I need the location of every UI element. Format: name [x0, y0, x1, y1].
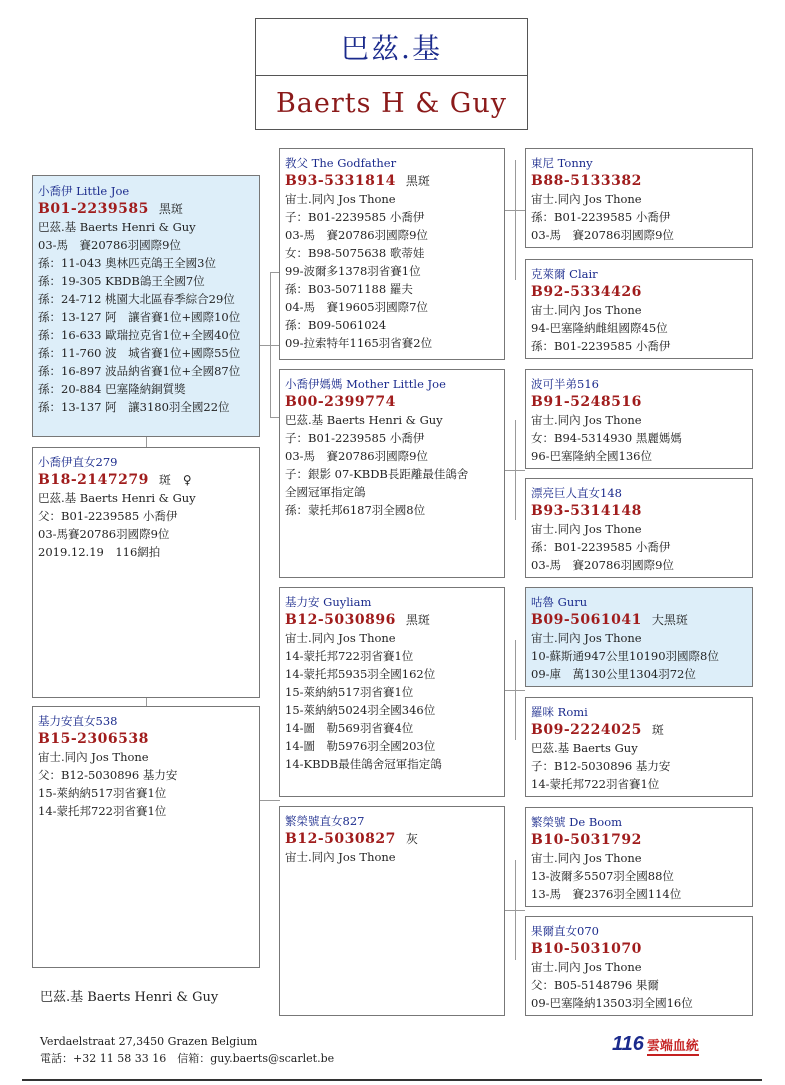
pigeon-color: 黑斑 — [405, 174, 430, 188]
info-line: 10-蘇斯通947公里10190羽國際8位 — [531, 649, 719, 663]
info-line: 13-波爾多5507羽全國88位 — [531, 869, 674, 883]
info-line: 孫：B09-5061024 — [285, 318, 387, 332]
pedigree-card-sibling2 — [32, 706, 260, 968]
info-line: 09-庫 萬130公里1304羽72位 — [531, 667, 696, 681]
info-line: 孫：11-760 波 城省賽1位+國際55位 — [38, 346, 241, 360]
info-line: 全國冠軍指定鴿 — [285, 485, 366, 499]
info-line: 09-巴塞隆納13503羽全國16位 — [531, 996, 693, 1010]
connector — [515, 420, 516, 520]
info-line: 03-馬 賽20786羽國際9位 — [531, 558, 674, 572]
pedigree-card-granddam-4 — [525, 916, 753, 1016]
title-box — [255, 18, 528, 130]
ring-number: B12-5030896 — [285, 612, 396, 628]
footer-divider — [22, 1079, 762, 1081]
logo-text: 雲端血統 — [647, 1035, 699, 1056]
pigeon-name: 小喬伊 Little Joe — [38, 184, 130, 198]
info-line: 宙士.同內 Jos Thone — [531, 851, 642, 865]
ring-number: B93-5331814 — [285, 173, 396, 189]
info-line: 女：B94-5314930 黑麗媽媽 — [531, 431, 682, 445]
connector — [270, 272, 271, 417]
info-line: 宙士.同內 Jos Thone — [531, 413, 642, 427]
pigeon-name: 東尼 Tonny — [531, 156, 593, 170]
pigeon-name: 基力安直女538 — [38, 714, 118, 728]
owner-signature: 巴茲.基 Baerts Henri & Guy — [40, 990, 219, 1005]
pigeon-color: 大黑斑 — [651, 613, 688, 627]
ring-number: B18-2147279 — [38, 472, 149, 488]
pigeon-name: 基力安 Guyliam — [285, 595, 372, 609]
pedigree-card-sibling1 — [32, 447, 260, 698]
info-line: 父：B01-2239585 小喬伊 — [38, 509, 178, 523]
pedigree-card-grandsire-2 — [525, 369, 753, 469]
pigeon-name: 果爾直女070 — [531, 924, 599, 938]
info-line: 孫：蒙托邦6187羽全國8位 — [285, 503, 426, 517]
title-english: Baerts H & Guy — [275, 88, 508, 119]
info-line: 宙士.同內 Jos Thone — [285, 192, 396, 206]
info-line: 03-馬 賽20786羽國際9位 — [38, 238, 181, 252]
ring-number: B15-2306538 — [38, 731, 149, 747]
info-line: 孫：19-305 KBDB鴿王全國7位 — [38, 274, 205, 288]
info-line: 孫：16-897 波品納省賽1位+全國87位 — [38, 364, 241, 378]
info-line: 孫：B03-5071188 羅夫 — [285, 282, 413, 296]
brand-logo — [612, 1033, 699, 1056]
ring-number: B09-2224025 — [531, 722, 642, 738]
info-line: 04-馬 賽19605羽國際7位 — [285, 300, 428, 314]
info-line: 14-蒙托邦5935羽全國162位 — [285, 667, 436, 681]
ring-number: B09-5061041 — [531, 612, 642, 628]
pedigree-card-granddam-3 — [525, 697, 753, 797]
pedigree-card-grandsire-4 — [525, 807, 753, 907]
info-line: 宙士.同內 Jos Thone — [531, 303, 642, 317]
info-line: 女：B98-5075638 歌蒂娃 — [285, 246, 425, 260]
pigeon-name: 咕魯 Guru — [531, 595, 588, 609]
pedigree-card-sibling-dam — [279, 806, 505, 1016]
pigeon-name: 小喬伊媽媽 Mother Little Joe — [285, 377, 446, 391]
info-line: 子：銀影 07-KBDB長距離最佳鴿舍 — [285, 467, 469, 481]
ring-number: B01-2239585 — [38, 201, 149, 217]
info-line: 孫：B01-2239585 小喬伊 — [531, 339, 671, 353]
ring-number: B12-5030827 — [285, 831, 396, 847]
connector — [146, 437, 147, 447]
info-line: 孫：11-043 奧林匹克鴿王全國3位 — [38, 256, 216, 270]
pigeon-name: 繁榮號 De Boom — [531, 815, 623, 829]
info-line: 15-萊納納517羽省賽1位 — [285, 685, 414, 699]
info-line: 03-馬 賽20786羽國際9位 — [285, 449, 428, 463]
info-line: 孫：13-127 阿 讓省賽1位+國際10位 — [38, 310, 241, 324]
pigeon-name: 教父 The Godfather — [285, 156, 397, 170]
info-line: 孫：B01-2239585 小喬伊 — [531, 210, 671, 224]
pedigree-card-sibling-sire — [279, 587, 505, 797]
info-line: 14-蒙托邦722羽省賽1位 — [38, 804, 167, 818]
pigeon-name: 小喬伊直女279 — [38, 455, 118, 469]
connector — [146, 698, 147, 706]
info-line: 孫：B01-2239585 小喬伊 — [531, 540, 671, 554]
pigeon-color: 黑斑 — [405, 613, 430, 627]
pigeon-color: 斑 — [651, 723, 664, 737]
pigeon-name: 漂亮巨人直女148 — [531, 486, 622, 500]
info-line: 14-蒙托邦722羽省賽1位 — [531, 777, 660, 791]
info-line: 孫：16-633 歐瑞拉克省1位+全國40位 — [38, 328, 241, 342]
pigeon-color: 灰 — [405, 832, 418, 846]
info-line: 03-馬 賽20786羽國際9位 — [285, 228, 428, 242]
pigeon-color: 黑斑 — [158, 202, 183, 216]
info-line: 宙士.同內 Jos Thone — [531, 960, 642, 974]
ring-number: B88-5133382 — [531, 173, 642, 189]
info-line: 巴茲.基 Baerts Henri & Guy — [38, 491, 196, 505]
connector — [515, 860, 516, 960]
pigeon-name: 波可半弟516 — [531, 377, 599, 391]
connector — [515, 160, 516, 280]
info-line: 宙士.同內 Jos Thone — [38, 750, 149, 764]
pigeon-name: 克萊爾 Clair — [531, 267, 598, 281]
ring-number: B91-5248516 — [531, 394, 642, 410]
info-line: 孫：20-884 巴塞隆納銅質獎 — [38, 382, 186, 396]
ring-number: B10-5031070 — [531, 941, 642, 957]
contact-info: 電話：+32 11 58 33 16 信箱：guy.baerts@scarlet.be — [40, 1052, 335, 1065]
info-line: 13-馬 賽2376羽全國114位 — [531, 887, 682, 901]
info-line: 03-馬 賽20786羽國際9位 — [531, 228, 674, 242]
info-line: 父：B05-5148796 果爾 — [531, 978, 659, 992]
ring-number: B93-5314148 — [531, 503, 642, 519]
info-line: 巴茲.基 Baerts Henri & Guy — [38, 220, 196, 234]
info-line: 15-萊納納5024羽全國346位 — [285, 703, 436, 717]
pigeon-name: 羅咪 Romi — [531, 705, 588, 719]
info-line: 宙士.同內 Jos Thone — [531, 522, 642, 536]
info-line: 14-KBDB最佳鴿舍冠軍指定鴿 — [285, 757, 442, 771]
info-line: 巴茲.基 Baerts Henri & Guy — [285, 413, 443, 427]
info-line: 宙士.同內 Jos Thone — [531, 631, 642, 645]
title-chinese: 巴茲.基 — [256, 19, 527, 76]
info-line: 孫：13-137 阿 讓3180羽全國22位 — [38, 400, 230, 414]
info-line: 孫：24-712 桃園大北區春季綜合29位 — [38, 292, 235, 306]
info-line: 子：B12-5030896 基力安 — [531, 759, 671, 773]
info-line: 99-波爾多1378羽省賽1位 — [285, 264, 421, 278]
pedigree-card-dam — [279, 369, 505, 578]
pedigree-card-subject — [32, 175, 260, 437]
info-line: 03-馬賽20786羽國際9位 — [38, 527, 170, 541]
pigeon-color: 斑 ♀ — [158, 473, 192, 487]
pedigree-card-granddam-1 — [525, 259, 753, 359]
ring-number: B00-2399774 — [285, 394, 396, 410]
pedigree-card-grandsire-3 — [525, 587, 753, 687]
pigeon-name: 繁榮號直女827 — [285, 814, 365, 828]
info-line: 宙士.同內 Jos Thone — [285, 850, 396, 864]
pedigree-card-sire — [279, 148, 505, 360]
connector — [515, 640, 516, 740]
info-line: 14-圖 勒569羽省賽4位 — [285, 721, 414, 735]
info-line: 巴茲.基 Baerts Guy — [531, 741, 638, 755]
pedigree-card-granddam-2 — [525, 478, 753, 578]
logo-number: 116 — [612, 1033, 644, 1055]
pedigree-card-grandsire-1 — [525, 148, 753, 248]
info-line: 父：B12-5030896 基力安 — [38, 768, 178, 782]
info-line: 2019.12.19 116網拍 — [38, 545, 161, 559]
ring-number: B10-5031792 — [531, 832, 642, 848]
info-line: 子：B01-2239585 小喬伊 — [285, 210, 425, 224]
info-line: 14-蒙托邦722羽省賽1位 — [285, 649, 414, 663]
info-line: 09-拉索特年1165羽省賽2位 — [285, 336, 433, 350]
info-line: 宙士.同內 Jos Thone — [285, 631, 396, 645]
info-line: 94-巴塞隆納雌組國際45位 — [531, 321, 668, 335]
info-line: 96-巴塞隆納全國136位 — [531, 449, 652, 463]
info-line: 15-萊納納517羽省賽1位 — [38, 786, 167, 800]
info-line: 子：B01-2239585 小喬伊 — [285, 431, 425, 445]
connector — [260, 800, 280, 801]
info-line: 14-圖 勒5976羽全國203位 — [285, 739, 436, 753]
street-address: Verdaelstraat 27,3450 Grazen Belgium — [40, 1035, 258, 1048]
ring-number: B92-5334426 — [531, 284, 642, 300]
info-line: 宙士.同內 Jos Thone — [531, 192, 642, 206]
address-block — [40, 1033, 334, 1067]
